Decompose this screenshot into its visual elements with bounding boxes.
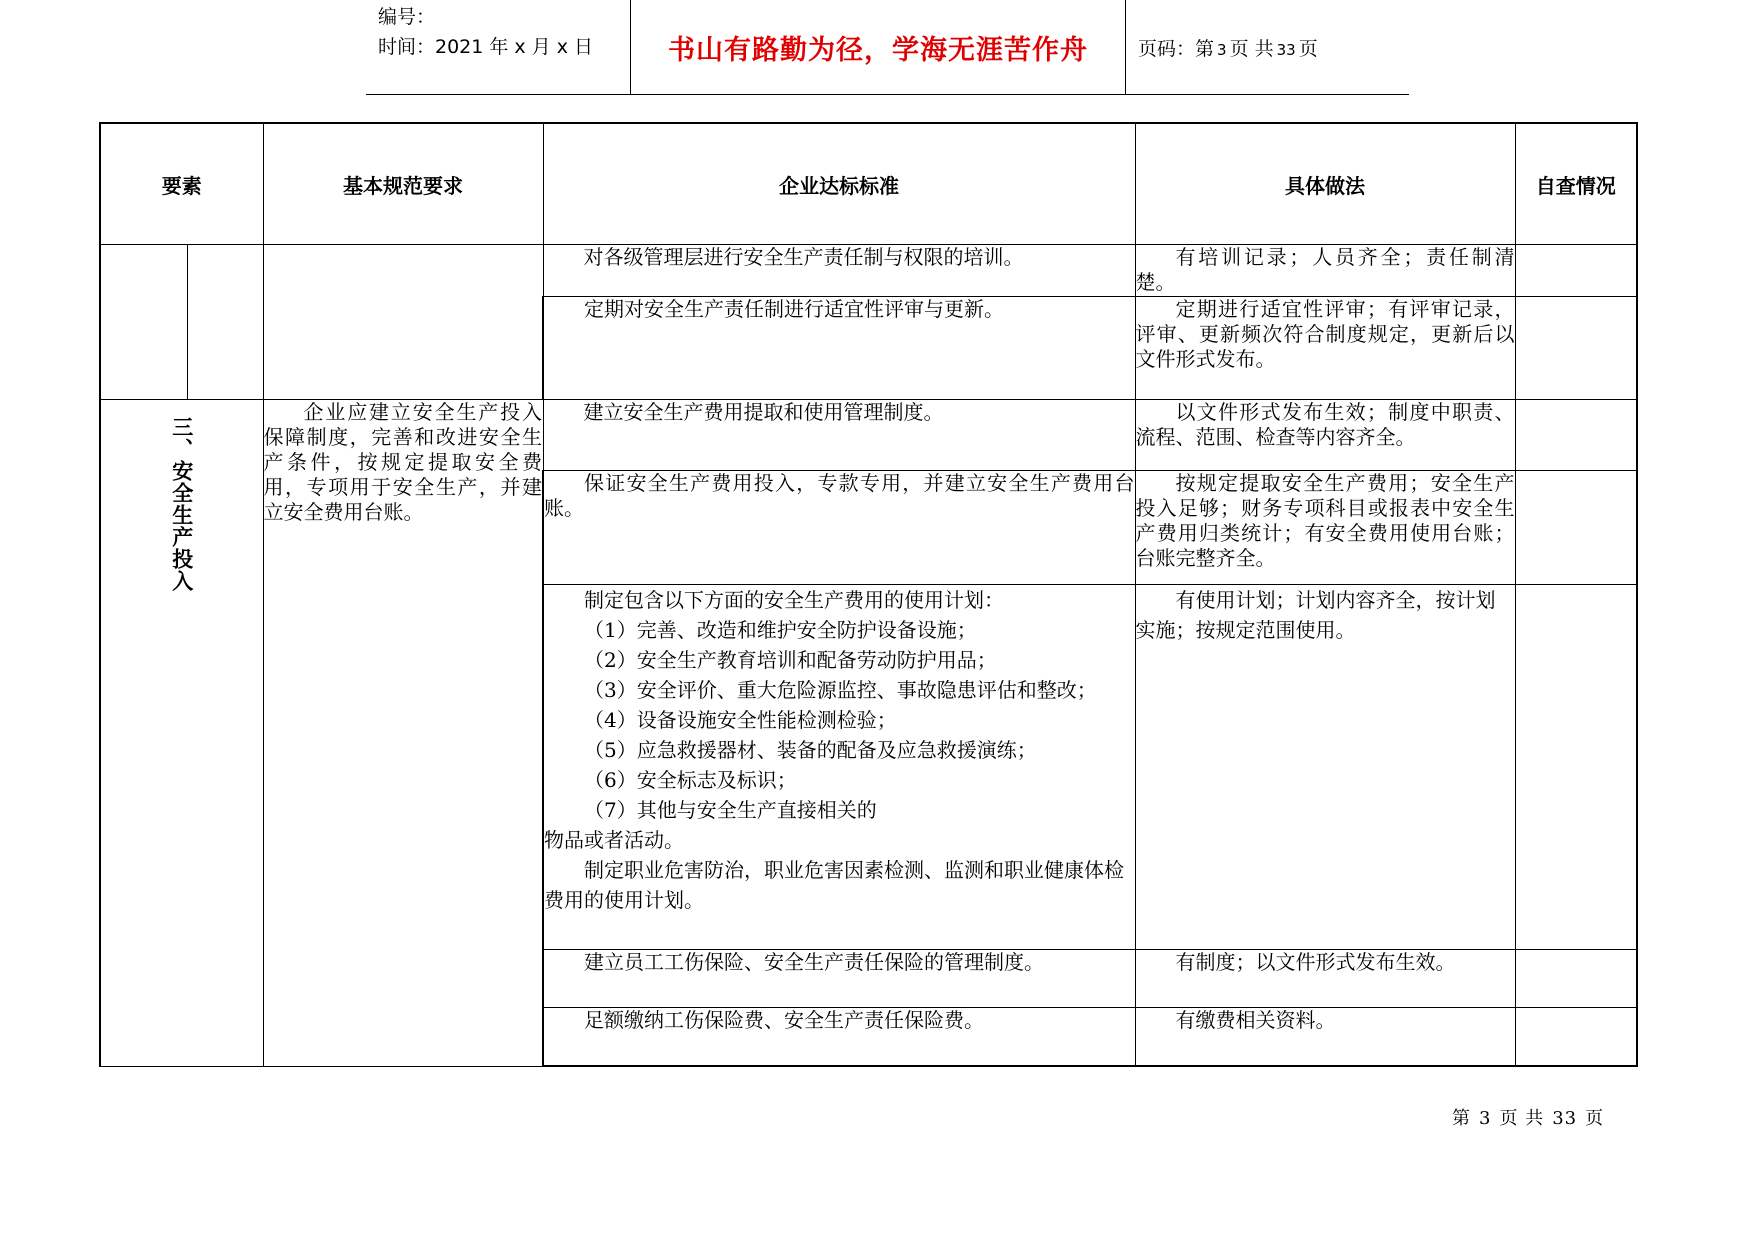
plan-item: （4）设备设施安全性能检测检验； [584,707,897,732]
plan-item: （5）应急救援器材、装备的配备及应急救援演练； [584,737,1037,762]
method-cell [1135,584,1515,950]
check-cell [1515,584,1637,950]
plan-intro: 制定包含以下方面的安全生产费用的使用计划： [584,587,1004,612]
section-basic-cell: 企业应建立安全生产投入保障制度，完善和改进安全生产条件，按规定提取安全费用，专项用于安全生产，并建立安全费用台账。 [263,400,543,1066]
method-cell: 定期进行适宜性评审；有评审记录，评审、更新频次符合制度规定，更新后以文件形式发布。 [1135,297,1515,400]
standard-cell: 定期对安全生产责任制进行适宜性评审与更新。 [543,297,1135,400]
standard-cell: 建立安全生产费用提取和使用管理制度。 [543,400,1135,470]
header-page-number [1138,34,1318,61]
plan-item: （6）安全标志及标识； [584,767,797,792]
plan-item: （3）安全评价、重大危险源监控、事故隐患评估和整改； [584,677,1097,702]
plan-tail: 物品或者活动。 [544,827,684,852]
plan-item: （2）安全生产教育培训和配备劳动防护用品； [584,647,997,672]
plan-item: （7）其他与安全生产直接相关的 [584,797,877,822]
standard-cell: 保证安全生产费用投入，专款专用，并建立安全生产费用台账。 [543,470,1135,584]
section-title: 三、安全生产投入 [169,416,194,593]
prev-element-cell-b [187,245,263,400]
footer-prefix: 第 [1452,1108,1471,1129]
standards-table [99,122,1638,1067]
standard-cell: 足额缴纳工伤保险费、安全生产责任保险费。 [543,1008,1135,1066]
footer-current: 3 [1479,1108,1492,1129]
header-check: 自查情况 [1515,123,1637,245]
page-total: 33 [1276,40,1296,59]
page-current: 3 [1217,40,1227,59]
header-meta [366,0,631,94]
check-cell [1515,400,1637,470]
footer-suffix: 页 [1585,1108,1605,1129]
header-standard: 企业达标标准 [543,123,1135,245]
header-method: 具体做法 [1135,123,1515,245]
check-cell [1515,950,1637,1008]
header-element: 要素 [100,123,263,245]
footer-total: 33 [1552,1108,1578,1129]
check-cell [1515,1008,1637,1066]
page-suffix: 页 [1298,37,1318,60]
check-cell [1515,470,1637,584]
table-header-row [100,123,1637,245]
time-label: 时间：2021 年 x 月 x 日 [378,36,594,58]
method-cell: 以文件形式发布生效；制度中职责、流程、范围、检查等内容齐全。 [1135,400,1515,470]
table-row [100,245,1637,297]
check-cell [1515,297,1637,400]
table-row [100,400,1637,470]
prev-basic-cell [263,245,543,400]
footer-mid: 页 共 [1499,1108,1545,1129]
check-cell [1515,245,1637,297]
page-prefix: 页码：第 [1138,37,1215,60]
header-basic: 基本规范要求 [263,123,543,245]
plan-item: （1）完善、改造和维护安全防护设备设施； [584,617,977,642]
standard-cell: 对各级管理层进行安全生产责任制与权限的培训。 [543,245,1135,297]
page-header [366,0,1409,95]
serial-label: 编号： [378,6,436,28]
page-mid: 页 共 [1229,37,1274,60]
method-text: 有使用计划；计划内容齐全，按计划实施；按规定范围使用。 [1135,587,1496,642]
section-element-cell [100,400,263,1066]
header-motto-cell [631,0,1126,94]
method-cell: 按规定提取安全生产费用；安全生产投入足够；财务专项科目或报表中安全生产费用归类统计；有安全费用使用台账；台账完整齐全。 [1135,470,1515,584]
method-cell: 有缴费相关资料。 [1135,1008,1515,1066]
method-cell: 有制度；以文件形式发布生效。 [1135,950,1515,1008]
plan-cell [543,584,1135,950]
standard-cell: 建立员工工伤保险、安全生产责任保险的管理制度。 [543,950,1135,1008]
page-footer [1448,1104,1608,1130]
header-page-cell [1126,0,1409,94]
plan-extra: 制定职业危害防治，职业危害因素检测、监测和职业健康体检费用的使用计划。 [544,857,1124,912]
motto: 书山有路勤为径，学海无涯苦作舟 [668,34,1088,66]
method-cell: 有培训记录；人员齐全；责任制清楚。 [1135,245,1515,297]
prev-element-cell-a [100,245,187,400]
